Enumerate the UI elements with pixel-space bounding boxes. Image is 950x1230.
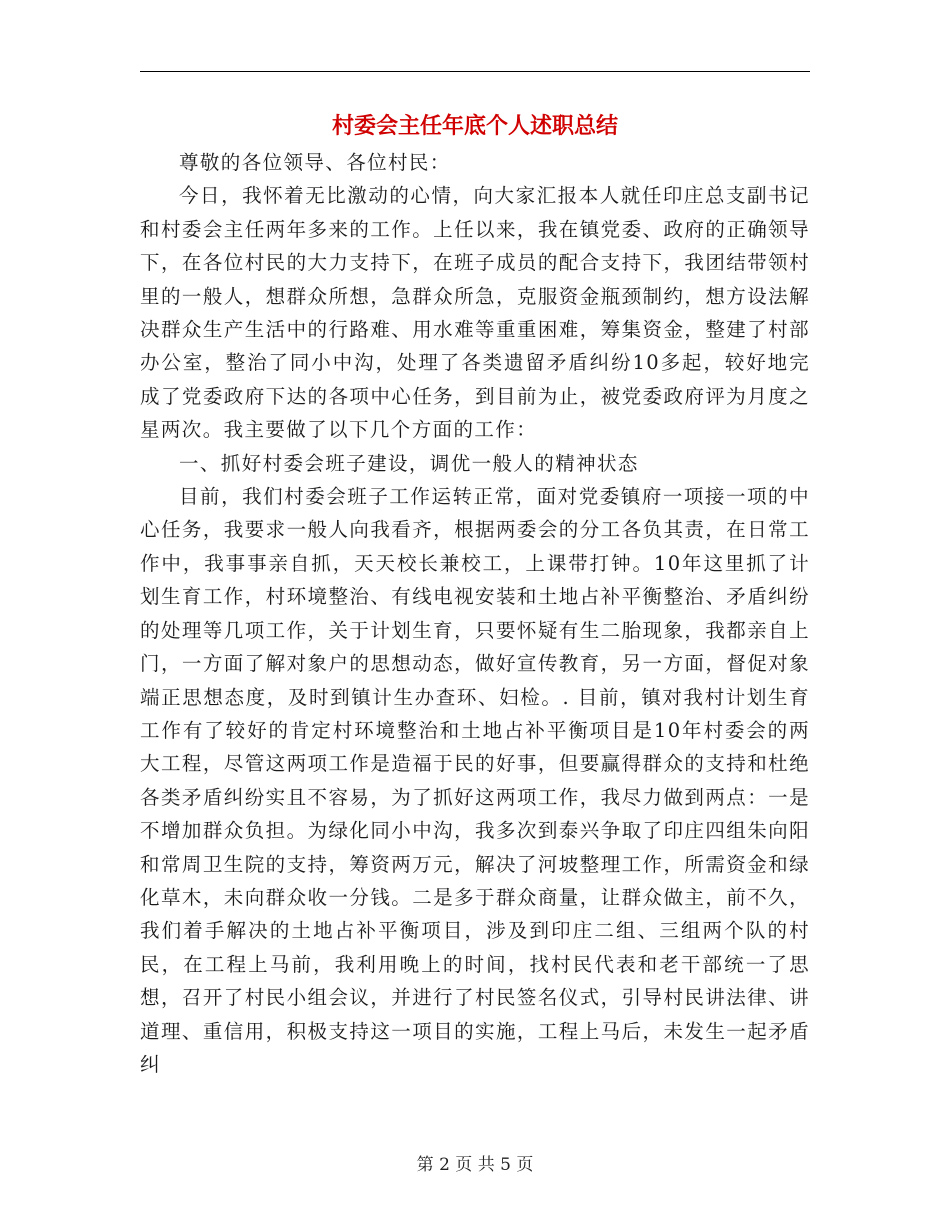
page-number-label: 第 2 页 共 5 页 <box>416 1155 534 1175</box>
header-rule <box>140 71 810 72</box>
document-body <box>140 146 810 1081</box>
section-paragraph: 目前，我们村委会班子工作运转正常，面对党委镇府一项接一项的中心任务，我要求一般人向我看齐，根据两委会的分工各负其责，在日常工作中，我事事亲自抓，天天校长兼校工，上课带打钟。10年这里抓了计划生育工作，村环境整治、有线电视安装和土地占补平衡整治、矛盾纠纷的处理等几项工作，关于计划生育，只要怀疑有生二胎现象，我都亲自上门，一方面了解对象户的思想动态，做好宣传教育，另一方面，督促对象端正思想态度，及时到镇计生办查环、妇检。. 目前，镇对我村计划生育工作有了较好的肯定村环境整治和土地占补平衡项目是10年村委会的两大工程，尽管这两项工作是造福于民的好事，但要赢得群众的支持和杜绝各类矛盾纠纷实且不容易，为了抓好这两项工作，我尽力做到两点：一是不增加群众负担。为绿化同小中沟，我多次到泰兴争取了印庄四组朱向阳和常周卫生院的支持，筹资两万元，解决了河坡整理工作，所需资金和绿化草木，未向群众收一分钱。二是多于群众商量，让群众做主，前不久，我们着手解决的土地占补平衡项目，涉及到印庄二组、三组两个队的村民，在工程上马前，我利用晚上的时间，找村民代表和老干部统一了思想，召开了村民小组会议，并进行了村民签名仪式，引导村民讲法律、讲道理、重信用，积极支持这一项目的实施，工程上马后，未发生一起矛盾纠 <box>140 485 810 1076</box>
intro-paragraph: 今日，我怀着无比激动的心情，向大家汇报本人就任印庄总支副书记和村委会主任两年多来的工作。上任以来，我在镇党委、政府的正确领导下，在各位村民的大力支持下，在班子成员的配合支持下，我团结带领村里的一般人，想群众所想，急群众所急，克服资金瓶颈制约，想方设法解决群众生产生活中的行路难、用水难等重重困难，筹集资金，整建了村部办公室，整治了同小中沟，处理了各类遗留矛盾纠纷10多起，较好地完成了党委政府下达的各项中心任务，到目前为止，被党委政府评为月度之星两次。我主要做了以下几个方面的工作： <box>140 184 810 442</box>
page-number-footer <box>0 1153 950 1177</box>
document-title: 村委会主任年底个人述职总结 <box>331 113 618 139</box>
salutation-paragraph: 尊敬的各位领导、各位村民： <box>179 151 451 174</box>
section-heading: 一、抓好村委会班子建设，调优一般人的精神状态 <box>179 451 639 475</box>
